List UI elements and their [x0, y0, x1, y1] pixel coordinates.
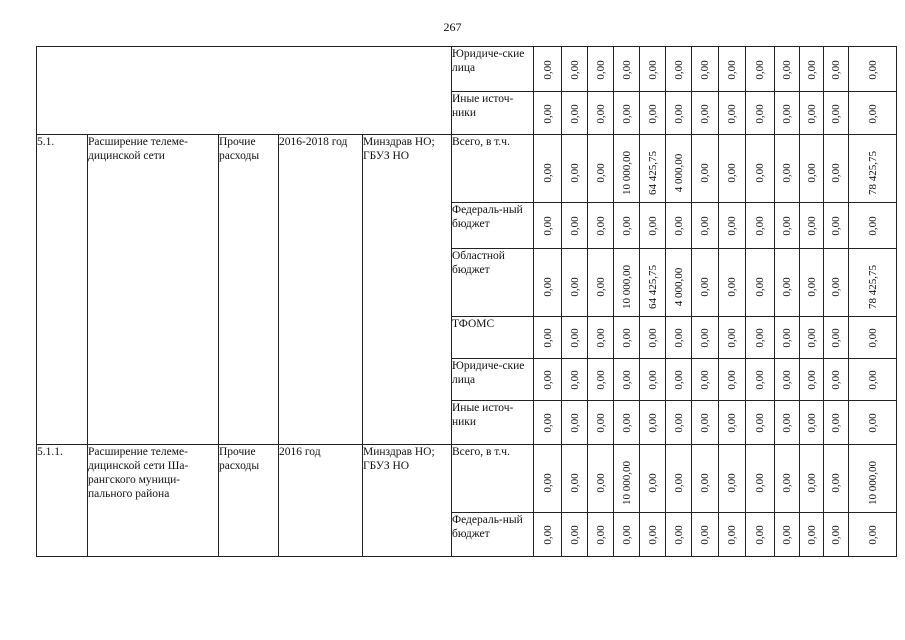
value-cell: [719, 445, 746, 513]
value-text: 0,00: [830, 525, 842, 545]
value-text: 0,00: [781, 59, 793, 80]
value-text: 0,00: [620, 525, 633, 545]
value-text: 0,00: [805, 413, 818, 433]
expense-type: Прочие расходы: [219, 135, 279, 445]
value-text: 0,00: [594, 103, 607, 124]
value-cell: [800, 92, 824, 135]
value-cell: [849, 249, 897, 317]
value-text: 0,00: [620, 370, 633, 390]
value-text: 0,00: [830, 163, 842, 183]
period: 2016-2018 год: [279, 135, 363, 445]
value-cell: [534, 249, 562, 317]
value-text: 0,00: [754, 163, 766, 183]
value-cell: [746, 203, 775, 249]
value-cell: [692, 445, 719, 513]
section-name: Расширение телеме-дицинской сети: [88, 135, 219, 445]
value-cell: [534, 401, 562, 445]
value-text: 0,00: [699, 473, 711, 493]
value-cell: [800, 359, 824, 401]
value-cell: [692, 47, 719, 92]
value-cell: [719, 401, 746, 445]
value-text: 0,00: [568, 370, 581, 390]
value-text: 0,00: [541, 525, 554, 545]
value-cell: [562, 92, 588, 135]
value-text: 0,00: [754, 413, 766, 433]
value-cell: [614, 513, 640, 557]
value-text: 0,00: [830, 413, 842, 433]
value-cell: [562, 317, 588, 359]
value-text: 0,00: [830, 103, 842, 124]
value-cell: [562, 135, 588, 203]
value-cell: [692, 135, 719, 203]
value-text: 0,00: [726, 370, 738, 390]
value-text: 0,00: [620, 216, 633, 236]
value-text: 0,00: [866, 413, 879, 433]
value-cell: [746, 135, 775, 203]
executor: Минздрав НО; ГБУЗ НО: [363, 135, 452, 445]
value-text: 4 000,00: [672, 153, 685, 193]
value-cell: [746, 401, 775, 445]
value-text: 0,00: [830, 216, 842, 236]
value-text: 0,00: [541, 216, 554, 236]
value-text: 0,00: [754, 370, 766, 390]
value-cell: [824, 92, 849, 135]
value-cell: [534, 445, 562, 513]
value-text: 0,00: [726, 525, 738, 545]
value-cell: [775, 359, 800, 401]
value-cell: [666, 401, 692, 445]
value-text: 0,00: [568, 413, 581, 433]
empty-merged-cell: [37, 47, 452, 135]
budget-table: [36, 46, 897, 557]
value-cell: [534, 513, 562, 557]
section-number: 5.1.1.: [37, 445, 88, 557]
value-text: 0,00: [568, 103, 581, 124]
value-cell: [534, 135, 562, 203]
value-cell: [640, 47, 666, 92]
value-cell: [824, 445, 849, 513]
value-text: 0,00: [726, 163, 738, 183]
value-cell: [775, 47, 800, 92]
value-text: 0,00: [646, 216, 659, 236]
value-text: 0,00: [781, 103, 793, 124]
value-text: 0,00: [726, 103, 738, 124]
value-cell: [666, 92, 692, 135]
value-text: 0,00: [805, 473, 818, 493]
value-cell: [666, 249, 692, 317]
value-cell: [614, 135, 640, 203]
value-cell: [588, 249, 614, 317]
value-cell: [666, 445, 692, 513]
value-cell: [719, 203, 746, 249]
value-text: 0,00: [541, 473, 554, 493]
value-text: 0,00: [781, 163, 793, 183]
value-cell: [746, 513, 775, 557]
value-text: 0,00: [866, 103, 879, 124]
value-cell: [849, 203, 897, 249]
value-cell: [640, 513, 666, 557]
value-text: 0,00: [620, 328, 633, 348]
value-cell: [746, 359, 775, 401]
value-text: 0,00: [830, 277, 842, 297]
value-text: 0,00: [805, 525, 818, 545]
value-text: 0,00: [672, 59, 685, 80]
value-cell: [666, 513, 692, 557]
value-cell: [614, 445, 640, 513]
value-cell: [640, 359, 666, 401]
value-cell: [824, 135, 849, 203]
value-cell: [775, 513, 800, 557]
value-cell: [775, 203, 800, 249]
value-text: 0,00: [805, 370, 818, 390]
value-text: 0,00: [866, 328, 879, 348]
value-text: 10 000,00: [620, 265, 633, 309]
value-cell: [588, 359, 614, 401]
value-text: 0,00: [594, 370, 607, 390]
value-cell: [824, 359, 849, 401]
value-cell: [719, 317, 746, 359]
value-text: 0,00: [568, 525, 581, 545]
value-cell: [588, 135, 614, 203]
value-cell: [719, 92, 746, 135]
value-text: 0,00: [646, 328, 659, 348]
value-cell: [640, 135, 666, 203]
page-number: 267: [443, 20, 462, 34]
value-text: 0,00: [672, 413, 685, 433]
value-cell: [666, 47, 692, 92]
value-cell: [800, 47, 824, 92]
value-cell: [849, 513, 897, 557]
value-text: 0,00: [541, 328, 554, 348]
value-text: 0,00: [830, 473, 842, 493]
value-cell: [719, 513, 746, 557]
funding-source: Иные источ-ники: [452, 401, 534, 445]
value-cell: [562, 445, 588, 513]
value-text: 0,00: [781, 370, 793, 390]
value-text: 0,00: [805, 328, 818, 348]
value-cell: [800, 317, 824, 359]
value-text: 0,00: [672, 370, 685, 390]
value-text: 0,00: [568, 216, 581, 236]
value-text: 0,00: [805, 103, 818, 124]
value-cell: [692, 249, 719, 317]
value-cell: [824, 47, 849, 92]
value-text: 0,00: [866, 525, 879, 545]
value-cell: [588, 317, 614, 359]
funding-source: Юридиче-ские лица: [452, 47, 534, 92]
value-text: 0,00: [781, 216, 793, 236]
period: 2016 год: [279, 445, 363, 557]
value-cell: [849, 401, 897, 445]
value-cell: [692, 317, 719, 359]
value-text: 0,00: [699, 59, 711, 80]
value-text: 0,00: [594, 413, 607, 433]
value-text: 64 425,75: [646, 265, 659, 309]
value-cell: [666, 317, 692, 359]
value-text: 0,00: [541, 370, 554, 390]
value-text: 10 000,00: [866, 461, 879, 505]
value-cell: [588, 47, 614, 92]
value-text: 0,00: [754, 216, 766, 236]
value-cell: [640, 249, 666, 317]
value-cell: [824, 203, 849, 249]
funding-source: Юридиче-ские лица: [452, 359, 534, 401]
value-cell: [692, 401, 719, 445]
value-cell: [666, 135, 692, 203]
value-text: 0,00: [726, 216, 738, 236]
value-text: 0,00: [699, 525, 711, 545]
value-text: 0,00: [781, 473, 793, 493]
value-cell: [534, 359, 562, 401]
value-cell: [800, 203, 824, 249]
value-text: 64 425,75: [646, 151, 659, 195]
value-text: 0,00: [568, 473, 581, 493]
value-text: 0,00: [568, 163, 581, 183]
table-row: [37, 135, 897, 203]
value-cell: [849, 92, 897, 135]
value-text: 0,00: [805, 59, 818, 80]
value-text: 0,00: [620, 59, 633, 80]
value-cell: [534, 92, 562, 135]
value-text: 0,00: [805, 163, 818, 183]
value-text: 0,00: [672, 525, 685, 545]
value-text: 0,00: [830, 328, 842, 348]
value-text: 0,00: [754, 59, 766, 80]
value-text: 0,00: [646, 59, 659, 80]
value-text: 0,00: [541, 413, 554, 433]
funding-source: Федераль-ный бюджет: [452, 203, 534, 249]
value-text: 10 000,00: [620, 151, 633, 195]
value-text: 0,00: [672, 328, 685, 348]
value-cell: [719, 135, 746, 203]
value-cell: [719, 47, 746, 92]
value-text: 0,00: [568, 59, 581, 80]
value-cell: [534, 47, 562, 92]
value-cell: [746, 47, 775, 92]
value-text: 0,00: [699, 413, 711, 433]
value-cell: [719, 249, 746, 317]
value-text: 0,00: [699, 328, 711, 348]
value-text: 0,00: [594, 163, 607, 183]
value-cell: [640, 317, 666, 359]
value-cell: [534, 317, 562, 359]
value-cell: [849, 359, 897, 401]
value-cell: [640, 203, 666, 249]
value-cell: [640, 92, 666, 135]
value-cell: [824, 317, 849, 359]
value-cell: [746, 317, 775, 359]
value-cell: [775, 401, 800, 445]
value-text: 0,00: [699, 103, 711, 124]
value-text: 0,00: [594, 59, 607, 80]
funding-source: Федераль-ный бюджет: [452, 513, 534, 557]
value-text: 78 425,75: [866, 265, 879, 309]
value-text: 0,00: [699, 277, 711, 297]
value-cell: [775, 135, 800, 203]
value-cell: [692, 203, 719, 249]
value-cell: [849, 47, 897, 92]
funding-source: ТФОМС: [452, 317, 534, 359]
value-cell: [800, 249, 824, 317]
value-cell: [824, 401, 849, 445]
section-name: Расширение телеме-дицинской сети Ша-рангского муници-пального района: [88, 445, 219, 557]
value-cell: [824, 249, 849, 317]
value-text: 10 000,00: [620, 461, 633, 505]
value-text: 4 000,00: [672, 267, 685, 307]
value-cell: [614, 249, 640, 317]
value-text: 0,00: [726, 328, 738, 348]
value-cell: [614, 92, 640, 135]
value-cell: [588, 203, 614, 249]
value-cell: [640, 401, 666, 445]
funding-source: Всего, в т.ч.: [452, 445, 534, 513]
value-cell: [775, 92, 800, 135]
value-text: 0,00: [866, 59, 879, 80]
value-text: 0,00: [568, 277, 581, 297]
value-text: 0,00: [594, 328, 607, 348]
value-text: 0,00: [781, 525, 793, 545]
value-cell: [588, 92, 614, 135]
value-text: 0,00: [620, 413, 633, 433]
value-text: 0,00: [805, 277, 818, 297]
value-text: 0,00: [672, 103, 685, 124]
value-cell: [588, 401, 614, 445]
value-cell: [640, 445, 666, 513]
value-cell: [562, 203, 588, 249]
value-text: 0,00: [541, 103, 554, 124]
value-cell: [719, 359, 746, 401]
value-text: 0,00: [620, 103, 633, 124]
value-cell: [746, 92, 775, 135]
value-text: 0,00: [699, 370, 711, 390]
value-text: 0,00: [726, 473, 738, 493]
value-text: 0,00: [646, 525, 659, 545]
value-cell: [562, 401, 588, 445]
expense-type: Прочие расходы: [219, 445, 279, 557]
value-text: 0,00: [646, 103, 659, 124]
value-text: 0,00: [541, 277, 554, 297]
value-cell: [849, 445, 897, 513]
value-cell: [562, 249, 588, 317]
value-cell: [534, 203, 562, 249]
value-text: 0,00: [754, 328, 766, 348]
value-cell: [562, 47, 588, 92]
value-text: 0,00: [726, 277, 738, 297]
funding-source: Иные источ-ники: [452, 92, 534, 135]
funding-source: Областной бюджет: [452, 249, 534, 317]
value-text: 0,00: [866, 216, 879, 236]
value-text: 0,00: [646, 370, 659, 390]
value-cell: [746, 249, 775, 317]
value-cell: [666, 203, 692, 249]
value-text: 0,00: [754, 103, 766, 124]
value-text: 0,00: [568, 328, 581, 348]
value-text: 0,00: [646, 413, 659, 433]
value-cell: [800, 445, 824, 513]
value-cell: [692, 513, 719, 557]
funding-source: Всего, в т.ч.: [452, 135, 534, 203]
value-cell: [775, 445, 800, 513]
value-cell: [614, 401, 640, 445]
value-text: 0,00: [754, 525, 766, 545]
value-cell: [800, 135, 824, 203]
value-text: 0,00: [699, 216, 711, 236]
value-text: 0,00: [754, 473, 766, 493]
executor: Минздрав НО; ГБУЗ НО: [363, 445, 452, 557]
value-cell: [562, 359, 588, 401]
value-text: 0,00: [594, 473, 607, 493]
value-text: 0,00: [594, 525, 607, 545]
value-cell: [614, 203, 640, 249]
value-cell: [800, 513, 824, 557]
value-cell: [746, 445, 775, 513]
value-cell: [775, 317, 800, 359]
value-text: 0,00: [754, 277, 766, 297]
value-cell: [775, 249, 800, 317]
value-text: 0,00: [541, 59, 554, 80]
value-cell: [562, 513, 588, 557]
value-cell: [666, 359, 692, 401]
value-cell: [849, 317, 897, 359]
value-cell: [614, 359, 640, 401]
value-text: 0,00: [594, 277, 607, 297]
value-text: 0,00: [726, 59, 738, 80]
value-text: 0,00: [672, 216, 685, 236]
value-cell: [849, 135, 897, 203]
value-text: 0,00: [726, 413, 738, 433]
value-cell: [692, 359, 719, 401]
value-text: 0,00: [699, 163, 711, 183]
value-cell: [614, 317, 640, 359]
value-text: 0,00: [781, 413, 793, 433]
table-row: [37, 445, 897, 513]
value-text: 0,00: [830, 370, 842, 390]
value-text: 0,00: [781, 277, 793, 297]
value-cell: [800, 401, 824, 445]
section-number: 5.1.: [37, 135, 88, 445]
value-text: 0,00: [781, 328, 793, 348]
value-cell: [614, 47, 640, 92]
value-cell: [588, 445, 614, 513]
value-text: 0,00: [594, 216, 607, 236]
value-text: 0,00: [646, 473, 659, 493]
value-text: 78 425,75: [866, 151, 879, 195]
value-text: 0,00: [541, 163, 554, 183]
table-row: [37, 47, 897, 92]
value-cell: [692, 92, 719, 135]
value-text: 0,00: [805, 216, 818, 236]
value-cell: [824, 513, 849, 557]
value-cell: [588, 513, 614, 557]
value-text: 0,00: [672, 473, 685, 493]
value-text: 0,00: [830, 59, 842, 80]
value-text: 0,00: [866, 370, 879, 390]
